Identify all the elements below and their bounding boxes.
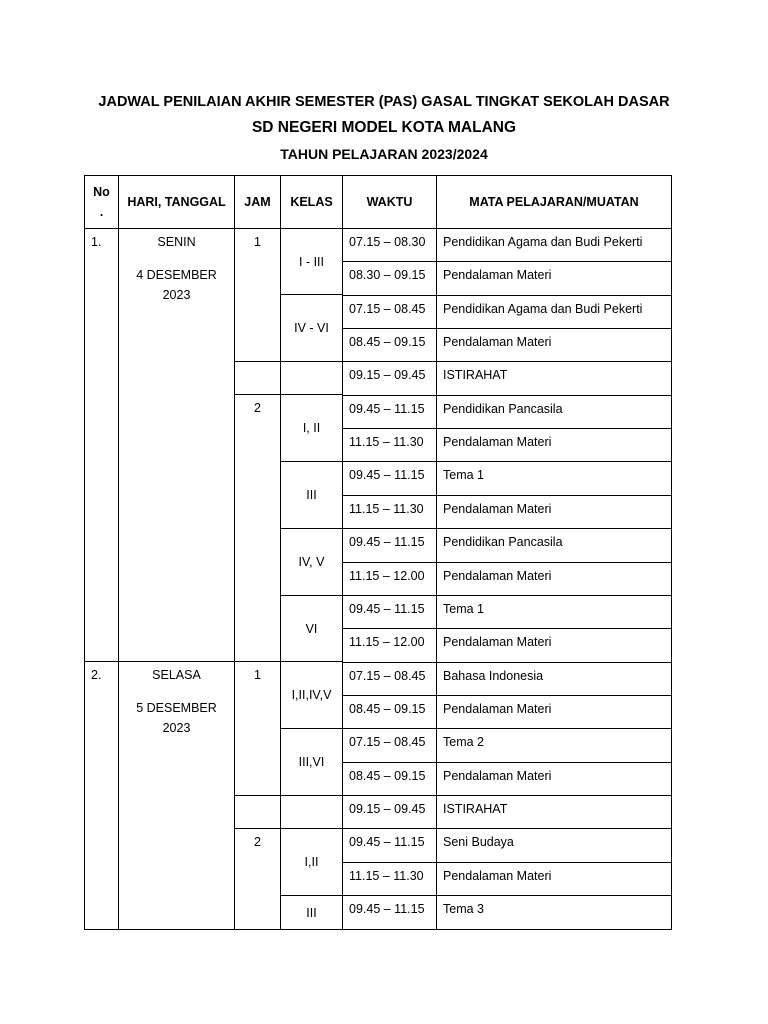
waktu-cell: 07.15 – 08.45 — [343, 663, 437, 696]
day-year: 2023 — [162, 288, 191, 302]
mata-pelajaran-cell: Pendidikan Agama dan Budi Pekerti — [437, 296, 671, 329]
waktu-cell: 09.45 – 11.15 — [343, 529, 437, 563]
day-cell — [119, 662, 235, 929]
waktu-cell: 08.45 – 09.15 — [343, 763, 437, 796]
kelas-cell: I,II — [281, 829, 343, 896]
kelas-cell: I, II — [281, 395, 343, 462]
mata-pelajaran-cell: Seni Budaya — [437, 829, 671, 863]
kelas-cell: III,VI — [281, 729, 343, 796]
mata-pelajaran-cell: Pendalaman Materi — [437, 262, 671, 296]
header-hari-tanggal: HARI, TANGGAL — [119, 176, 235, 229]
day-year: 2023 — [162, 721, 191, 735]
kelas-cell: I - III — [281, 229, 343, 295]
mata-pelajaran-cell: Pendalaman Materi — [437, 563, 671, 596]
mata-pelajaran-cell: Pendidikan Pancasila — [437, 529, 671, 563]
waktu-cell: 11.15 – 12.00 — [343, 563, 437, 596]
jam-cell-empty — [235, 796, 281, 829]
header-mata-pelajaran: MATA PELAJARAN/MUATAN — [437, 176, 671, 229]
kelas-cell: III — [281, 896, 343, 929]
waktu-cell: 07.15 – 08.45 — [343, 729, 437, 763]
waktu-cell: 09.45 – 11.15 — [343, 462, 437, 496]
header-no — [85, 176, 119, 229]
waktu-cell: 11.15 – 11.30 — [343, 496, 437, 529]
waktu-cell: 11.15 – 11.30 — [343, 863, 437, 896]
waktu-cell: 09.15 – 09.45 — [343, 796, 437, 829]
day-date: 4 DESEMBER — [136, 268, 217, 282]
mata-pelajaran-cell: Bahasa Indonesia — [437, 663, 671, 696]
day-name: SELASA — [152, 668, 201, 682]
waktu-cell: 07.15 – 08.30 — [343, 229, 437, 262]
jam-cell: 2 — [235, 395, 281, 662]
day-date: 5 DESEMBER — [136, 701, 217, 715]
kelas-cell: IV, V — [281, 529, 343, 596]
waktu-cell: 09.45 – 11.15 — [343, 596, 437, 629]
document-title — [0, 92, 768, 164]
mata-pelajaran-cell: Pendalaman Materi — [437, 629, 671, 663]
day-name: SENIN — [157, 235, 196, 249]
jam-cell: 1 — [235, 229, 281, 362]
header-no-text: No — [93, 185, 110, 199]
mata-pelajaran-cell: Pendalaman Materi — [437, 863, 671, 896]
row-number: 1. — [85, 229, 119, 662]
mata-pelajaran-cell: Tema 3 — [443, 902, 484, 916]
kelas-cell: IV - VI — [281, 295, 343, 362]
row-number: 2. — [85, 662, 119, 929]
waktu-cell: 08.45 – 09.15 — [343, 696, 437, 729]
kelas-cell-empty — [281, 796, 343, 829]
waktu-cell: 11.15 – 11.30 — [343, 429, 437, 462]
day-cell — [119, 229, 235, 662]
mata-pelajaran-cell: Pendidikan Agama dan Budi Pekerti — [437, 229, 671, 262]
mata-pelajaran-cell: Pendalaman Materi — [437, 696, 671, 729]
header-jam: JAM — [235, 176, 281, 229]
header-waktu: WAKTU — [343, 176, 437, 229]
jam-cell-empty — [235, 362, 281, 395]
mata-pelajaran-cell: ISTIRAHAT — [437, 796, 671, 829]
mata-pelajaran-cell: Pendalaman Materi — [437, 329, 671, 362]
title-line-2: SD NEGERI MODEL KOTA MALANG — [251, 119, 517, 136]
mata-pelajaran-cell: ISTIRAHAT — [437, 362, 671, 396]
waktu-cell: 08.45 – 09.15 — [343, 329, 437, 362]
waktu-cell: 09.45 – 11.15 — [343, 896, 437, 929]
mata-pelajaran-cell: Tema 1 — [437, 596, 671, 629]
waktu-cell: 11.15 – 12.00 — [343, 629, 437, 663]
mata-pelajaran-cell: Pendalaman Materi — [437, 763, 671, 796]
title-line-1: JADWAL PENILAIAN AKHIR SEMESTER (PAS) GASAL TINGKAT SEKOLAH DASAR — [98, 94, 670, 110]
schedule-table — [84, 175, 672, 930]
mata-pelajaran-cell: Pendalaman Materi — [437, 429, 671, 462]
kelas-cell: I,II,IV,V — [281, 662, 343, 729]
mata-pelajaran-cell: Tema 1 — [437, 462, 671, 496]
header-kelas: KELAS — [281, 176, 343, 229]
waktu-cell: 08.30 – 09.15 — [343, 262, 437, 296]
waktu-cell: 09.15 – 09.45 — [343, 362, 437, 396]
kelas-cell: III — [281, 462, 343, 529]
waktu-cell: 09.45 – 11.15 — [343, 829, 437, 863]
jam-cell: 2 — [235, 829, 281, 929]
header-no-dot: . — [99, 205, 104, 219]
jam-cell: 1 — [235, 662, 281, 796]
kelas-cell: VI — [281, 596, 343, 662]
mata-pelajaran-cell: Pendidikan Pancasila — [437, 396, 671, 429]
title-line-3: TAHUN PELAJARAN 2023/2024 — [280, 146, 488, 162]
waktu-cell: 09.45 – 11.15 — [343, 396, 437, 429]
mata-pelajaran-cell: Pendalaman Materi — [437, 496, 671, 529]
waktu-cell: 07.15 – 08.45 — [343, 296, 437, 329]
mata-pelajaran-cell: Tema 2 — [437, 729, 671, 763]
kelas-cell-empty — [281, 362, 343, 395]
